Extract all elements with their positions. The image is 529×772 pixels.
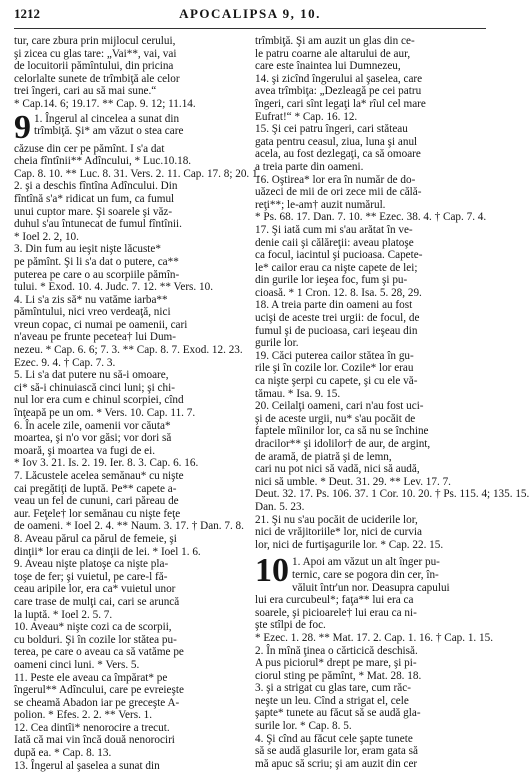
page-header — [14, 6, 486, 29]
text-line: cari nu pot nici să vadă, nici să audă, — [255, 463, 420, 476]
chapter-number: 9 — [14, 108, 31, 146]
text-line: 7. Lăcustele acelea semănau* cu nişte — [14, 470, 184, 482]
text-line: 3. şi a strigat cu glas tare, cum răc- — [255, 682, 411, 695]
text-line: 9. Aveau nişte platoşe ca nişte pla- — [14, 558, 169, 571]
text-line: ucişi de aceste trei urgii: de focul, de — [255, 312, 420, 325]
text-line: nul lor era cum e chinul scorpiei, cînd — [14, 394, 184, 407]
text-line: 12. Cea dintîi* nenorocire a trecut. — [14, 721, 170, 734]
text-line: 4. Li s'a zis să* nu vatăme iarba** — [14, 293, 168, 306]
text-line: nezeu. * Cap. 6. 6; 7. 3. ** Cap. 8. 7. Exod. 12. 23. — [14, 344, 243, 357]
text-line: îngeri, cari sînt legaţi la* rîul cel mare — [255, 97, 426, 110]
text-line: le* cailor erau ca nişte capete de lei; — [255, 261, 418, 274]
text-line: faptele mîinilor lor, ca să nu se închine — [255, 425, 429, 438]
text-line: 2. şi a deschis fîntîna Adîncului. Din — [14, 180, 178, 193]
text-line: să se audă glasurile lor, eram gata să — [255, 745, 418, 758]
text-line: 20. Ceilalţi oameni, cari n'au fost uci- — [255, 400, 424, 413]
text-line: Cap. 8. 10. ** Luc. 8. 31. Vers. 2. 11. Cap. 17. 8; 20. 1. — [14, 167, 261, 180]
text-line: veau un fel de cununi, cari păreau de — [14, 495, 179, 508]
text-line: ciorul sting pe pămînt, * Mat. 28. 18. — [255, 669, 422, 682]
text-line: care trase de mulţi cai, cari se aruncă — [14, 595, 180, 608]
text-line: Dan. 5. 23. — [255, 500, 305, 513]
text-line: gata pentru ceasul, ziua, luna şi anul — [255, 135, 418, 148]
text-line: de oameni. * Ioel 2. 4. ** Naum. 3. 17. † Dan. 7. 8. — [14, 520, 244, 533]
text-line: Deut. 32. 17. Ps. 106. 37. 1 Cor. 10. 20. † Ps. 115. 4; 135. 15. — [255, 488, 529, 501]
text-line: moartea, şi n'o vor găsi; vor dori să — [14, 432, 172, 445]
text-line: * Cap.14. 6; 19.17. ** Cap. 9. 12; 11.14. — [14, 97, 196, 110]
text-line: 17. Şi iată cum mi s'au arătat în ve- — [255, 223, 413, 236]
text-line: la luptă. * Ioel 2. 5. 7. — [14, 608, 113, 621]
text-line: pe pămînt. Şi li s'a dat o putere, ca** — [14, 255, 179, 268]
text-line: ca focul, iacintul şi pucioasa. Capete- — [255, 249, 423, 262]
text-line: rile şi în cozile lor. Cozile* lor erau — [255, 362, 414, 375]
text-line: de locuitorii pămîntului, din pricina — [14, 60, 174, 73]
text-line: fumul şi de pucioasa, cari ieşeau din — [255, 324, 418, 337]
text-line: ternic, care se pogora din cer, în- — [292, 568, 439, 581]
text-line: tului. * Exod. 10. 4. Judc. 7. 12. ** Vers. 10. — [14, 281, 213, 294]
text-line: 2. În mînă ţinea o cărticică deschisă. — [255, 644, 418, 657]
text-line: îngerul** Adîncului, care pe evreieşte — [14, 684, 184, 697]
text-line: a treia parte din oameni. — [255, 160, 364, 173]
text-line: 1. Apoi am văzut un alt înger pu- — [292, 556, 440, 569]
text-line: dracilor** şi idolilor† de aur, de argint, — [255, 438, 431, 450]
left-pre-chapter — [14, 35, 245, 111]
text-line: le patru coarne ale altarului de aur, — [255, 47, 411, 60]
text-line: surile lor. * Cap. 8. 5. — [255, 720, 352, 733]
text-line: 14. şi zicînd îngerului al şaselea, care — [255, 72, 423, 85]
text-line: 18. A treia parte din oameni au fost — [255, 299, 413, 312]
text-line: ceau aripile lor, era ca* vuietul unor — [14, 583, 176, 596]
text-line: gurile lor. — [255, 337, 299, 350]
running-title: APOCALIPSA 9, 10. — [179, 6, 321, 21]
text-line: vreun copac, ci numai pe oamenii, cari — [14, 318, 188, 331]
page-number: 1212 — [14, 6, 40, 21]
text-line: uăzeci de mii de ori zece mii de călă- — [255, 186, 422, 199]
text-line: unui cuptor mare. Şi soarele şi văz- — [14, 205, 173, 218]
text-line: trîmbiţă. Şi* am văzut o stea care — [34, 125, 184, 138]
text-line: şi zicea cu glas tare: „Vai**, vai, vai — [14, 47, 177, 60]
text-line: lor, nici de furtişagurile lor. * Cap. 22. 15. — [255, 538, 444, 551]
text-line: * Iov 3. 21. Is. 2. 19. Ier. 8. 3. Cap. 6. 16. — [14, 457, 199, 470]
text-line: 3. Din fum au ieşit nişte lăcuste* — [14, 243, 161, 256]
text-line: soarele, şi picioarele† lui erau ca ni- — [255, 606, 417, 619]
text-line: denie caii şi călăreţii: aveau platoşe — [255, 236, 414, 249]
chapter-9-start — [14, 108, 245, 146]
text-line: * Ioel 2. 2, 10. — [14, 230, 79, 243]
right-text-after-chapter — [255, 594, 494, 770]
text-line: pămîntului, nici vreo verdeaţă, nici — [14, 306, 171, 319]
text-line: reţi**; le-am† auzit numărul. — [255, 198, 386, 211]
text-line: avea trîmbiţa: „Dezleagă pe cei patru — [255, 85, 422, 98]
text-line: 4. Şi cînd au făcut cele şapte tunete — [255, 732, 413, 745]
text-line: cheia fîntînii** Adîncului, * Luc.10.18. — [14, 155, 192, 168]
text-line: înţeapă pe un om. * Vers. 10. Cap. 11. 7. — [14, 407, 196, 420]
text-line: se cheamă Abadon iar pe greceşte A- — [14, 696, 180, 709]
text-line: Iată că mai vin încă două nenorociri — [14, 734, 175, 747]
text-line: 21. Şi nu s'au pocăit de uciderile lor, — [255, 513, 418, 526]
text-line: polion. * Efes. 2. 2. ** Vers. 1. — [14, 709, 153, 722]
right-text — [255, 35, 529, 551]
text-line: şi de aceste urgii, nu* s'au pocăit de — [255, 412, 416, 425]
left-column — [14, 35, 261, 772]
text-line: 10. Aveau* nişte cozi ca de scorpii, — [14, 621, 172, 634]
text-line: 11. Peste ele aveau ca împărat* pe — [14, 671, 168, 684]
chapter-opening-lines — [292, 556, 486, 594]
text-line: acela, au fost dezlegaţi, ca să omoare — [255, 148, 421, 161]
right-column — [255, 35, 529, 772]
text-line: tur, care zbura prin mijlocul cerului, — [14, 35, 176, 47]
text-line: ca nişte şerpi cu capete, şi cu ele vă- — [255, 375, 418, 388]
text-line: oameni cinci luni. * Vers. 5. — [14, 658, 140, 671]
text-line: după ea. * Cap. 8. 13. — [14, 747, 112, 760]
text-line: 1. Îngerul al cincelea a sunat din — [34, 112, 180, 125]
text-line: * Ps. 68. 17. Dan. 7. 10. ** Ezec. 38. 4. † Cap. 7. 4. — [255, 211, 487, 224]
text-line: celorlalte sunete de trîmbiţă ale celor — [14, 72, 180, 85]
text-line: duhul s'au întunecat de fumul fîntînii. — [14, 218, 182, 231]
text-line: toşe de fer; şi vuietul, pe care-l fă- — [14, 570, 168, 583]
text-line: lui era curcubeul*; faţa** lui era ca — [255, 594, 414, 607]
text-line: trei îngeri, cari au să mai sune.“ — [14, 85, 157, 98]
text-line: trîmbiţă. Şi am auzit un glas din ce- — [255, 35, 415, 47]
text-line: puterea pe care o au scorpiile pămîn- — [14, 268, 180, 281]
text-line: cai pregătiţi de luptă. Pe** capete a- — [14, 482, 177, 495]
text-line: căzuse din cer pe pămînt. I s'a dat — [14, 142, 165, 155]
text-line: fîntînă s'a* ridicat un fum, ca fumul — [14, 192, 175, 205]
text-line: * Ezec. 1. 28. ** Mat. 17. 2. Cap. 1. 16. † Cap. 1. 15. — [255, 631, 494, 644]
text-line: 13. Îngerul al şaselea a sunat din — [14, 759, 160, 772]
text-line: care este înaintea lui Dumnezeu, — [255, 60, 401, 73]
text-line: aur. Feţele† lor semănau cu nişte feţe — [14, 507, 181, 520]
chapter-10-start — [255, 552, 486, 594]
text-line: cioasă. * 1 Cron. 12. 8. Isa. 5. 28, 29. — [255, 286, 422, 299]
chapter-number: 10 — [255, 552, 289, 590]
left-text — [14, 142, 261, 772]
text-line: 15. Şi cei patru îngeri, cari stăteau — [255, 123, 408, 136]
text-line: n'aveau pe frunte pecetea† lui Dum- — [14, 331, 176, 344]
text-line: ci* să-i chinuiască cinci luni; şi chi- — [14, 381, 175, 394]
text-line: nici să umble. * Deut. 31. 29. ** Lev. 17. 7. — [255, 475, 451, 488]
text-line: Eufrat!“ * Cap. 16. 12. — [255, 110, 358, 123]
text-line: neşte un leu. Cînd a strigat el, cele — [255, 694, 409, 707]
text-line: mă apuc să scriu; şi am auzit din cer — [255, 757, 418, 770]
text-line: 5. Li s'a dat putere nu să-i omoare, — [14, 369, 169, 382]
chapter-opening-lines — [34, 113, 245, 138]
text-line: de aramă, de piatră şi de lemn, — [255, 450, 392, 463]
text-line: şapte* tunete au făcut să se audă gla- — [255, 707, 421, 720]
text-line: terea, pe care o aveau ca să vatăme pe — [14, 646, 184, 659]
text-line: moară, şi moartea va fugi de ei. — [14, 444, 156, 457]
text-line: 19. Căci puterea cailor stătea în gu- — [255, 349, 414, 362]
text-line: Ezec. 9. 4. † Cap. 7. 3. — [14, 356, 116, 369]
text-line: cu bolduri. Şi în cozile lor stătea pu- — [14, 633, 177, 646]
text-line: văluit într'un nor. Deasupra capului — [292, 581, 450, 594]
text-line: nici de vrăjitoriile* lor, nici de curvia — [255, 526, 422, 539]
text-line: şte stîlpi de foc. — [255, 619, 326, 632]
text-line: 8. Aveau părul ca părul de femeie, şi — [14, 532, 177, 545]
text-line: A pus piciorul* drept pe mare, şi pi- — [255, 657, 417, 670]
text-line: 16. Oştirea* lor era în număr de do- — [255, 173, 416, 186]
text-line: tămau. * Isa. 9. 15. — [255, 387, 341, 400]
text-line: 6. În acele zile, oamenii vor căuta* — [14, 419, 171, 432]
text-line: dinţii* lor erau ca dinţii de lei. * Ioel 1. 6. — [14, 545, 201, 558]
text-line: din gurile lor ieşea foc, fum şi pu- — [255, 274, 408, 287]
